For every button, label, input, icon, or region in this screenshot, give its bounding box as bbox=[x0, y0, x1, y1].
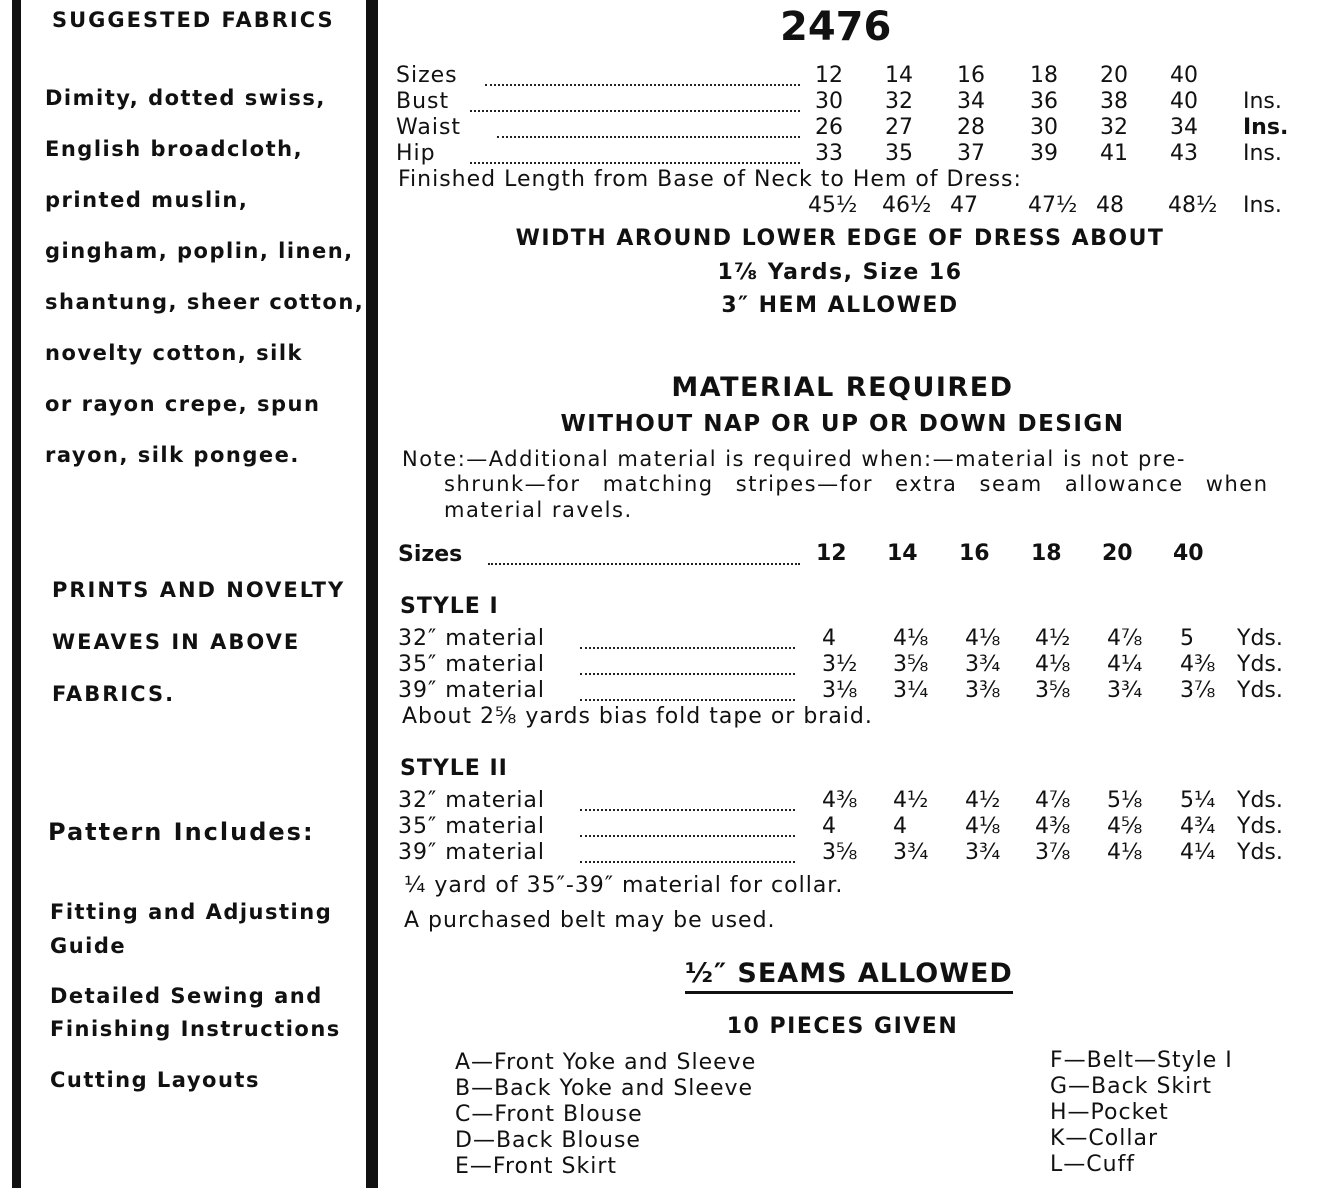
leader-dots bbox=[488, 563, 800, 565]
table-cell: 48½ bbox=[1168, 193, 1218, 218]
leader-dots bbox=[580, 699, 795, 701]
table-cell: 4⅞ bbox=[1107, 626, 1143, 651]
unit-label: Yds. bbox=[1237, 814, 1283, 839]
unit-label: Yds. bbox=[1237, 840, 1283, 865]
leader-dots bbox=[580, 647, 795, 649]
width-yardage: 1⅞ Yards, Size 16 bbox=[717, 260, 963, 285]
table-cell: 32 bbox=[885, 89, 913, 114]
table-cell: 28 bbox=[957, 115, 985, 140]
piece-item: A—Front Yoke and Sleeve bbox=[455, 1050, 757, 1075]
hem-allowance: 3″ HEM ALLOWED bbox=[721, 293, 959, 318]
table-cell: 35 bbox=[885, 141, 913, 166]
table-cell: 36 bbox=[1030, 89, 1058, 114]
table-cell: 26 bbox=[815, 115, 843, 140]
table-row-label: 32″ material bbox=[398, 788, 546, 813]
piece-item: D—Back Blouse bbox=[455, 1128, 641, 1153]
table-cell: 32 bbox=[1100, 115, 1128, 140]
pieces-given-heading: 10 PIECES GIVEN bbox=[726, 1014, 959, 1039]
table-cell: 33 bbox=[815, 141, 843, 166]
table-row-label: 35″ material bbox=[398, 814, 546, 839]
table-cell: 4½ bbox=[1035, 626, 1071, 651]
table-cell: 4⅝ bbox=[1107, 814, 1143, 839]
table-cell: 4½ bbox=[965, 788, 1001, 813]
table-cell: 4⅛ bbox=[1107, 840, 1143, 865]
column-divider-rule bbox=[366, 0, 378, 1188]
table-cell: 3⅝ bbox=[1035, 678, 1071, 703]
leader-dots bbox=[485, 84, 800, 86]
table-row-label: Sizes bbox=[396, 63, 458, 88]
table-cell: 18 bbox=[1030, 63, 1058, 88]
table-cell: 4⅜ bbox=[1035, 814, 1071, 839]
leader-dots bbox=[470, 110, 800, 112]
table-cell: 38 bbox=[1100, 89, 1128, 114]
piece-item: C—Front Blouse bbox=[455, 1102, 643, 1127]
table-cell: 39 bbox=[1030, 141, 1058, 166]
table-cell: 4¾ bbox=[1180, 814, 1216, 839]
table-cell: 30 bbox=[1030, 115, 1058, 140]
table-cell: 4¼ bbox=[1107, 652, 1143, 677]
includes-item: Finishing Instructions bbox=[50, 1017, 341, 1041]
style-note: A purchased belt may be used. bbox=[404, 908, 776, 933]
table-row-label: Hip bbox=[396, 141, 436, 166]
finished-length-label: Finished Length from Base of Neck to Hem of Dress: bbox=[398, 167, 1022, 192]
piece-item: G—Back Skirt bbox=[1050, 1074, 1212, 1099]
fabric-line: shantung, sheer cotton, bbox=[45, 290, 365, 314]
size-header-cell: 20 bbox=[1102, 541, 1133, 566]
material-subtitle: WITHOUT NAP OR UP OR DOWN DESIGN bbox=[560, 411, 1125, 437]
table-cell: 4⅛ bbox=[965, 626, 1001, 651]
table-cell: 37 bbox=[957, 141, 985, 166]
fabric-line: rayon, silk pongee. bbox=[45, 443, 300, 467]
table-row-label: 39″ material bbox=[398, 840, 546, 865]
table-cell: 3⅜ bbox=[965, 678, 1001, 703]
style-heading: STYLE I bbox=[400, 594, 499, 619]
piece-item: B—Back Yoke and Sleeve bbox=[455, 1076, 754, 1101]
table-cell: 40 bbox=[1170, 89, 1198, 114]
table-cell: 5⅛ bbox=[1107, 788, 1143, 813]
table-cell: 16 bbox=[957, 63, 985, 88]
unit-label: Yds. bbox=[1237, 652, 1283, 677]
size-header-cell: 18 bbox=[1031, 541, 1062, 566]
table-cell: 3½ bbox=[822, 652, 858, 677]
table-cell: 4⅜ bbox=[1180, 652, 1216, 677]
unit-label: Yds. bbox=[1237, 678, 1283, 703]
table-cell: 4⅜ bbox=[822, 788, 858, 813]
unit-label: Yds. bbox=[1237, 626, 1283, 651]
style-note: ¼ yard of 35″-39″ material for collar. bbox=[404, 873, 844, 898]
pattern-includes-title: Pattern Includes: bbox=[48, 818, 315, 846]
unit-label: Ins. bbox=[1243, 193, 1282, 218]
table-cell: 30 bbox=[815, 89, 843, 114]
table-cell: 4½ bbox=[893, 788, 929, 813]
leader-dots bbox=[580, 809, 795, 811]
table-cell: 4⅛ bbox=[1035, 652, 1071, 677]
table-cell: 43 bbox=[1170, 141, 1198, 166]
prints-line: WEAVES IN ABOVE bbox=[52, 630, 301, 654]
pattern-number: 2476 bbox=[780, 4, 892, 50]
unit-label: Ins. bbox=[1243, 89, 1282, 114]
leader-dots bbox=[497, 136, 800, 138]
table-cell: 3¾ bbox=[965, 840, 1001, 865]
table-cell: 20 bbox=[1100, 63, 1128, 88]
table-cell: 14 bbox=[885, 63, 913, 88]
table-cell: 41 bbox=[1100, 141, 1128, 166]
table-cell: 34 bbox=[1170, 115, 1198, 140]
table-cell: 4 bbox=[822, 814, 836, 839]
sizes-header-label: Sizes bbox=[398, 542, 463, 567]
style-note: About 2⅝ yards bias fold tape or braid. bbox=[402, 704, 873, 729]
style-heading: STYLE II bbox=[400, 756, 508, 781]
left-border-rule bbox=[12, 0, 21, 1188]
fabric-line: printed muslin, bbox=[45, 188, 249, 212]
table-cell: 3¼ bbox=[893, 678, 929, 703]
leader-dots bbox=[580, 673, 795, 675]
unit-label: Ins. bbox=[1243, 115, 1289, 140]
fabric-line: or rayon crepe, spun bbox=[45, 392, 321, 416]
table-row-label: Bust bbox=[396, 89, 450, 114]
table-cell: 3⅝ bbox=[822, 840, 858, 865]
table-cell: 3⅞ bbox=[1180, 678, 1216, 703]
table-row-label: 35″ material bbox=[398, 652, 546, 677]
table-row-label: 39″ material bbox=[398, 678, 546, 703]
includes-item: Cutting Layouts bbox=[50, 1068, 260, 1092]
table-cell: 3⅝ bbox=[893, 652, 929, 677]
table-cell: 47½ bbox=[1028, 193, 1078, 218]
size-header-cell: 14 bbox=[887, 541, 918, 566]
seams-allowed-heading: ½″ SEAMS ALLOWED bbox=[685, 958, 1013, 994]
includes-item: Fitting and Adjusting bbox=[50, 900, 333, 924]
includes-item: Detailed Sewing and bbox=[50, 984, 323, 1008]
size-header-cell: 12 bbox=[816, 541, 847, 566]
leader-dots bbox=[580, 835, 795, 837]
piece-item: E—Front Skirt bbox=[455, 1154, 618, 1179]
fabric-line: English broadcloth, bbox=[45, 137, 304, 161]
table-cell: 4¼ bbox=[1180, 840, 1216, 865]
prints-line: PRINTS AND NOVELTY bbox=[52, 578, 346, 602]
suggested-fabrics-title: SUGGESTED FABRICS bbox=[52, 8, 335, 32]
table-cell: 5 bbox=[1180, 626, 1194, 651]
table-cell: 4 bbox=[893, 814, 907, 839]
table-cell: 3⅛ bbox=[822, 678, 858, 703]
note-line: material ravels. bbox=[444, 498, 633, 522]
size-header-cell: 16 bbox=[959, 541, 990, 566]
table-cell: 40 bbox=[1170, 63, 1198, 88]
fabric-line: Dimity, dotted swiss, bbox=[45, 86, 326, 110]
includes-item: Guide bbox=[50, 934, 127, 958]
table-cell: 4⅛ bbox=[965, 814, 1001, 839]
table-cell: 3⅞ bbox=[1035, 840, 1071, 865]
unit-label: Ins. bbox=[1243, 141, 1282, 166]
piece-item: K—Collar bbox=[1050, 1126, 1158, 1151]
table-cell: 12 bbox=[815, 63, 843, 88]
material-required-title: MATERIAL REQUIRED bbox=[671, 372, 1014, 403]
table-cell: 45½ bbox=[808, 193, 858, 218]
note-line: shrunk—for matching stripes—for extra seam allowance when bbox=[444, 472, 1269, 496]
width-heading: WIDTH AROUND LOWER EDGE OF DRESS ABOUT bbox=[515, 226, 1165, 251]
table-cell: 34 bbox=[957, 89, 985, 114]
table-cell: 3¾ bbox=[965, 652, 1001, 677]
table-cell: 46½ bbox=[882, 193, 932, 218]
unit-label: Yds. bbox=[1237, 788, 1283, 813]
table-cell: 4⅞ bbox=[1035, 788, 1071, 813]
table-cell: 47 bbox=[950, 193, 978, 218]
table-cell: 4 bbox=[822, 626, 836, 651]
note-line: Note:—Additional material is required when:—material is not pre- bbox=[402, 447, 1186, 471]
table-row-label: Waist bbox=[396, 115, 462, 140]
piece-item: F—Belt—Style I bbox=[1050, 1048, 1233, 1073]
fabric-line: gingham, poplin, linen, bbox=[45, 239, 354, 263]
table-cell: 27 bbox=[885, 115, 913, 140]
table-cell: 48 bbox=[1096, 193, 1124, 218]
piece-item: H—Pocket bbox=[1050, 1100, 1169, 1125]
leader-dots bbox=[580, 861, 795, 863]
piece-item: L—Cuff bbox=[1050, 1152, 1136, 1177]
size-header-cell: 40 bbox=[1173, 541, 1204, 566]
prints-line: FABRICS. bbox=[52, 682, 176, 706]
table-cell: 4⅛ bbox=[893, 626, 929, 651]
table-cell: 5¼ bbox=[1180, 788, 1216, 813]
leader-dots bbox=[470, 162, 800, 164]
table-cell: 3¾ bbox=[1107, 678, 1143, 703]
table-cell: 3¾ bbox=[893, 840, 929, 865]
fabric-line: novelty cotton, silk bbox=[45, 341, 304, 365]
table-row-label: 32″ material bbox=[398, 626, 546, 651]
